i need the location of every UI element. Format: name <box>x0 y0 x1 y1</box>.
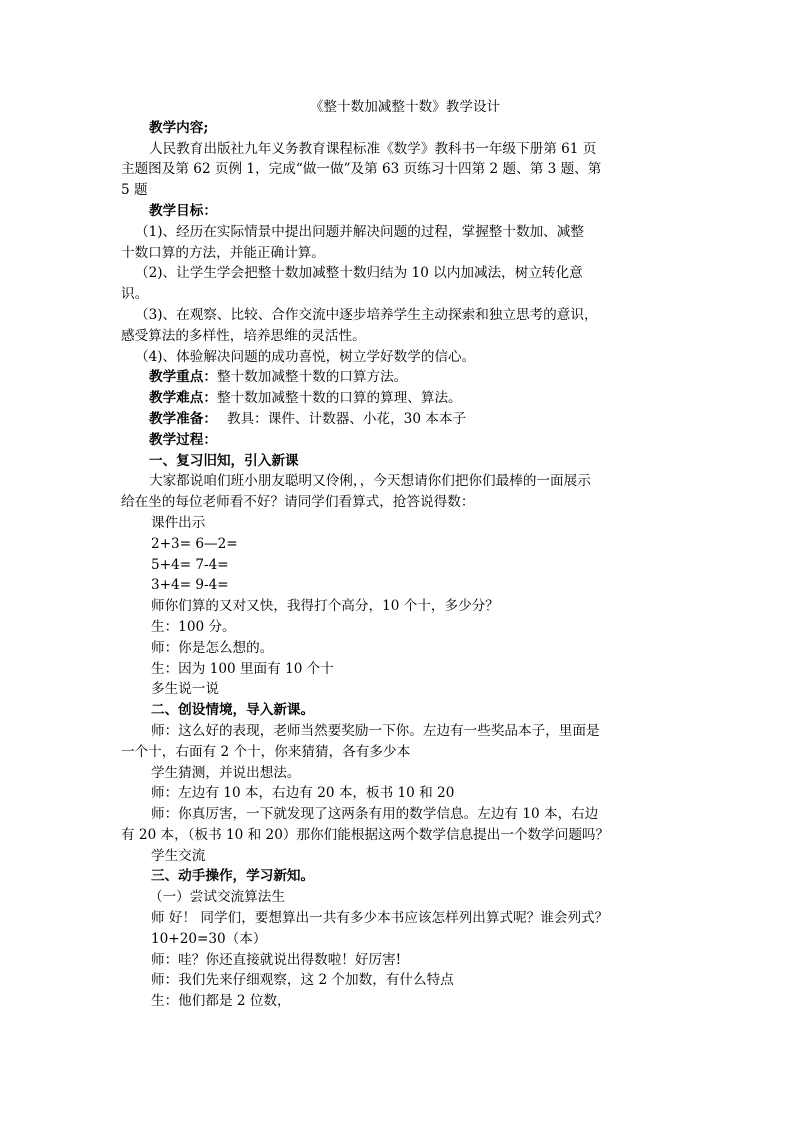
content-line-2: 主题图及第 62 页例 1，完成“做一做”及第 63 页练习十四第 2 题、第 3 题、第 <box>121 161 602 178</box>
difficult-point <box>121 388 681 409</box>
section-1-text-3: 师：你是怎么想的。 <box>151 639 274 656</box>
process-heading: 教学过程： <box>149 431 217 448</box>
goal-1-line-1: （1)、经历在实际情景中提出问题并解决问题的过程，掌握整十数加、减整 <box>135 223 584 240</box>
section-1-para-1-line-2: 给在坐的每位老师看不好？请同学们看算式，抢答说得数： <box>121 494 475 511</box>
teaching-prep-label: 教学准备： <box>149 410 217 427</box>
section-1-text-5: 多生说一说 <box>151 681 219 698</box>
section-3-text-2: 10+20=30（本） <box>151 930 267 947</box>
teaching-prep <box>121 409 681 430</box>
section-2-heading: 二、创设情境，导入新课。 <box>151 702 315 719</box>
section-2-para-2-line-2: 有 20 本，（板书 10 和 20）那你们能根据这两个数学信息提出一个数学问题吗？ <box>121 826 610 843</box>
section-3-text-1: 师 好！ 同学们，要想算出一共有多少本书应该怎样列出算式呢？谁会列式？ <box>151 910 609 927</box>
section-2-para-1-line-2: 一个十，右面有 2 个十，你来猜猜，各有多少本 <box>121 743 411 760</box>
goal-4: （4)、体验解决问题的成功喜悦，树立学好数学的信心。 <box>135 348 476 365</box>
section-3-text-5: 生：他们都是 2 位数， <box>151 993 291 1010</box>
section-1-equation-2: 5+4= 7-4= <box>151 556 229 573</box>
section-3-heading: 三、动手操作，学习新知。 <box>151 868 315 885</box>
section-1-text-2: 生：100 分。 <box>151 618 236 635</box>
section-1-heading: 一、复习旧知，引入新课 <box>149 452 299 469</box>
document-title: 《整十数加减整十数》教学设计 <box>309 99 501 115</box>
section-2-text-3: 学生交流 <box>151 847 206 864</box>
key-point <box>121 367 681 388</box>
goal-3-line-2: 感受算法的多样性，培养思维的灵活性。 <box>121 327 366 344</box>
section-1-para-1-line-1: 大家都说咱们班小朋友聪明又伶俐，，今天想请你们把你们最棒的一面展示 <box>149 473 591 490</box>
goal-2-line-1: （2)、让学生学会把整十数加减整十数归结为 10 以内加减法，树立转化意 <box>135 265 583 282</box>
key-point-text: 整十数加减整十数的口算方法。 <box>216 369 408 386</box>
difficult-point-label: 教学难点： <box>149 390 217 407</box>
key-point-label: 教学重点： <box>149 369 217 386</box>
content-line-1: 人民教育出版社九年义务教育课程标准《数学》教科书一年级下册第 61 页 <box>149 140 597 157</box>
goal-1-line-2: 十数口算的方法，并能正确计算。 <box>121 244 325 261</box>
teaching-prep-text: 教具：课件、计数器、小花，30 本本子 <box>226 410 467 427</box>
section-3-subheading: （一）尝试交流算法生 <box>149 889 285 906</box>
document-page <box>121 97 681 1012</box>
difficult-point-text: 整十数加减整十数的口算的算理、算法。 <box>216 390 462 407</box>
goal-3-line-1: （3)、在观察、比较、合作交流中逐步培养学生主动探索和独立思考的意识， <box>135 306 598 323</box>
section-1-equation-1: 2+3= 6—2= <box>151 535 238 552</box>
section-1-text-1: 师你们算的又对又快，我得打个高分，10 个十，多少分？ <box>151 598 499 615</box>
content-heading: 教学内容; <box>149 119 209 136</box>
content-line-3: 5 题 <box>121 182 148 199</box>
section-2-para-2-line-1: 师：你真厉害，一下就发现了这两条有用的数学信息。左边有 10 本，右边 <box>151 806 599 823</box>
goal-2-line-2: 识。 <box>121 286 149 303</box>
section-1-courseware: 课件出示 <box>151 514 206 531</box>
goal-heading: 教学目标： <box>149 202 217 219</box>
section-3-text-4: 师：我们先来仔细观察，这 2 个加数，有什么特点 <box>151 972 454 989</box>
section-2-text-2: 师：左边有 10 本，右边有 20 本，板书 10 和 20 <box>151 785 455 802</box>
section-1-text-4: 生：因为 100 里面有 10 个十 <box>151 660 334 677</box>
section-2-text-1: 学生猜测，并说出想法。 <box>151 764 301 781</box>
section-2-para-1-line-1: 师：这么好的表现，老师当然要奖励一下你。左边有一些奖品本子，里面是 <box>151 722 600 739</box>
section-3-text-3: 师：哇？你还直接就说出得数啦！好厉害! <box>151 951 402 968</box>
section-1-equation-3: 3+4= 9-4= <box>151 577 229 594</box>
